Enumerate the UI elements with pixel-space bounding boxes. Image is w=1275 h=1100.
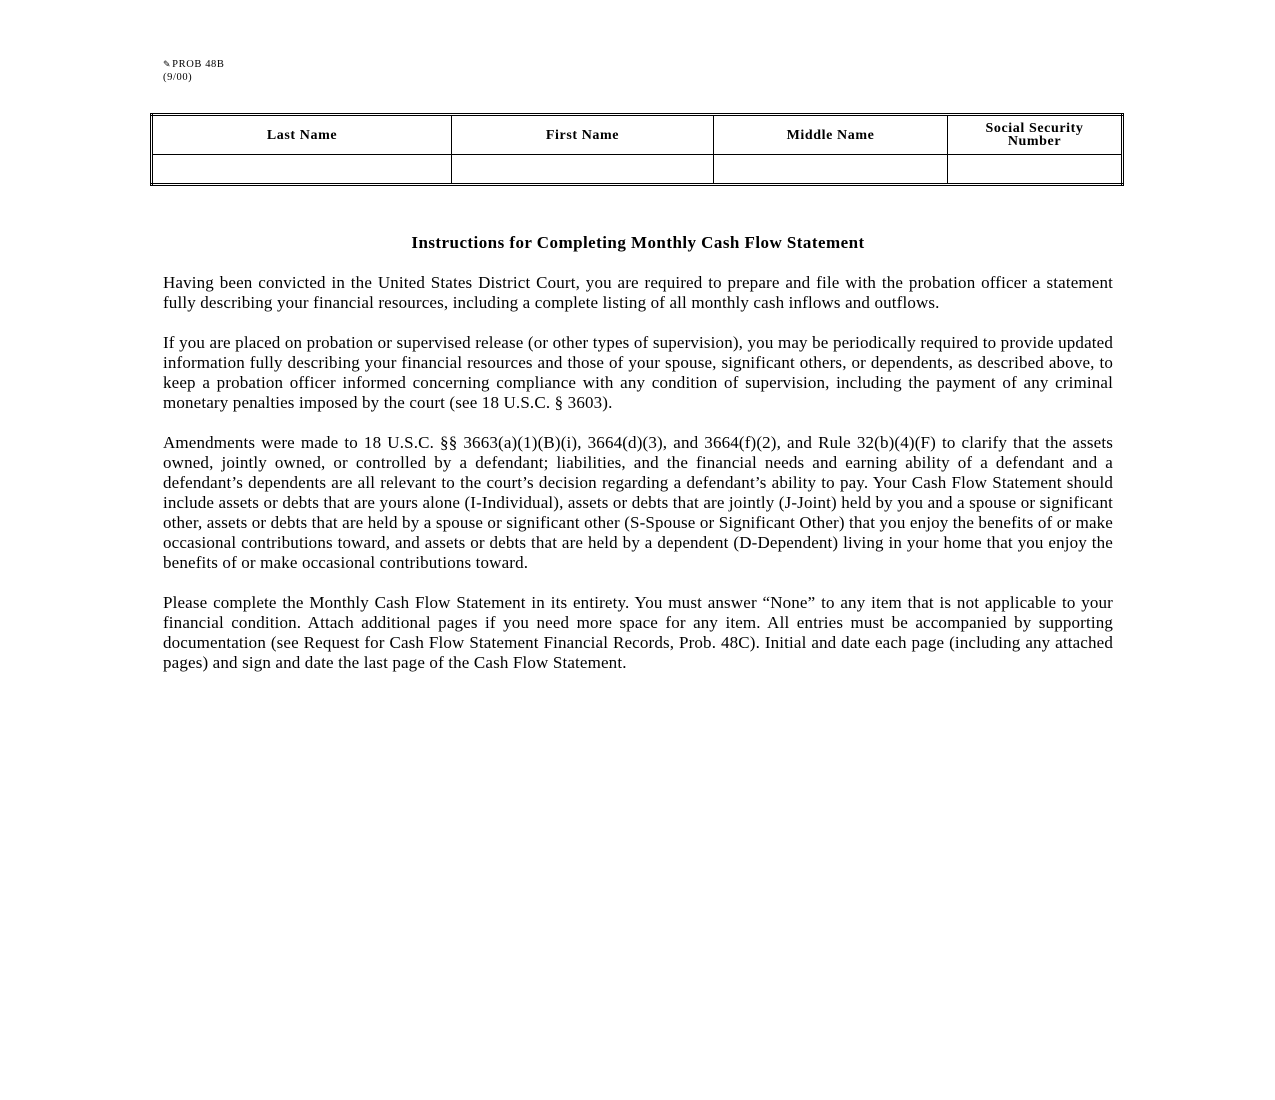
ssn-header-line2: Number <box>1007 134 1062 149</box>
form-code-line <box>163 58 225 71</box>
instructions-body <box>163 273 1113 693</box>
ssn-header <box>948 115 1123 155</box>
identity-table <box>150 113 1124 186</box>
form-revision: (9/00) <box>163 72 193 83</box>
last-name-field[interactable] <box>152 155 452 185</box>
form-header <box>163 58 225 84</box>
middle-name-field[interactable] <box>714 155 948 185</box>
form-code: PROB 48B <box>172 59 225 70</box>
paragraph-completion: Please complete the Monthly Cash Flow Statement in its entirety. You must answer “None” to any item that is not applicable to your financial condition. Attach additional pages if you need more space for any item. All entries must be accompanied by supporting documentation (see Request for Cash Flow Statement Financial Records, Prob. 48C). Initial and date each page (including any attached pages) and sign and date the last page of the Cash Flow Statement. <box>163 593 1113 672</box>
ssn-field[interactable] <box>948 155 1123 185</box>
last-name-header: Last Name <box>152 115 452 155</box>
pen-icon: ✎ <box>163 59 172 69</box>
page-title: Instructions for Completing Monthly Cash Flow Statement <box>411 233 865 252</box>
first-name-field[interactable] <box>452 155 714 185</box>
paragraph-conviction: Having been convicted in the United States District Court, you are required to prepare and file with the probation officer a statement fully describing your financial resources, including a complete listing of all monthly cash inflows and outflows. <box>163 273 1113 312</box>
middle-name-header: Middle Name <box>714 115 948 155</box>
identity-header-row <box>152 115 1123 155</box>
ssn-header-line1: Social Security <box>985 121 1084 136</box>
first-name-header: First Name <box>452 115 714 155</box>
paragraph-supervision: If you are placed on probation or supervised release (or other types of supervision), you may be periodically required to provide updated information fully describing your financial resources and those of your spouse, significant others, or dependents, as described above, to keep a probation officer informed concerning compliance with any condition of supervision, including the payment of any criminal monetary penalties imposed by the court (see 18 U.S.C. § 3603). <box>163 333 1113 412</box>
paragraph-amendments: Amendments were made to 18 U.S.C. §§ 3663(a)(1)(B)(i), 3664(d)(3), and 3664(f)(2), and Rule 32(b)(4)(F) to clarify that the assets owned, jointly owned, or controlled by a defendant; liabilities, and the financial needs and earning ability of a defendant and a defendant’s dependents are all relevant to the court’s decision regarding a defendant’s ability to pay. Your Cash Flow Statement should include assets or debts that are yours alone (I-Individual), assets or debts that are jointly (J-Joint) held by you and a spouse or significant other, assets or debts that are held by a spouse or significant other (S-Spouse or Significant Other) that you enjoy the benefits of or make occasional contributions toward, and assets or debts that are held by a dependent (D-Dependent) living in your home that you enjoy the benefits of or make occasional contributions toward. <box>163 433 1113 572</box>
identity-value-row <box>152 155 1123 185</box>
